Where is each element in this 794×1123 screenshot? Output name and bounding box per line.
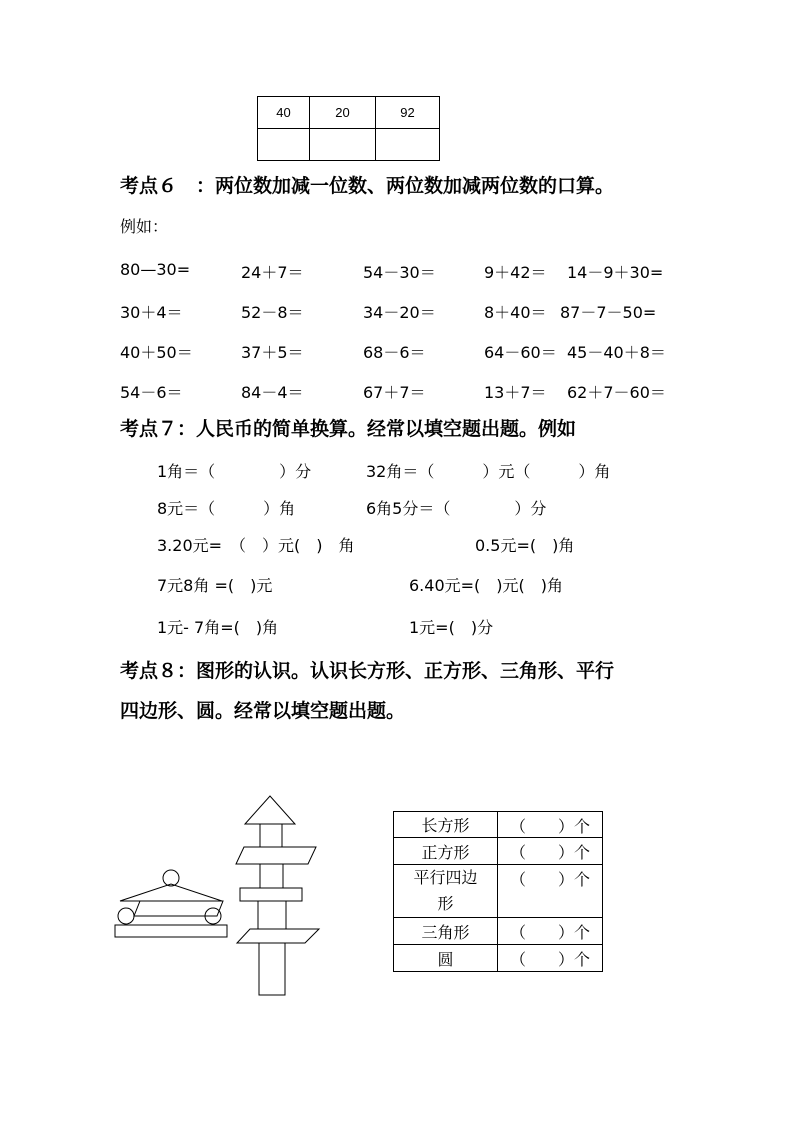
table-row: [394, 945, 603, 972]
exchange-item: 1元- 7角=( )角: [157, 618, 279, 637]
section6-heading: 考点６ ：两位数加减一位数、两位数加减两位数的口算。: [120, 175, 615, 197]
shape-answer-blank[interactable]: （ ）个: [498, 838, 603, 865]
tower-parallelogram-1: [236, 847, 316, 864]
calc-item: 54－6＝: [120, 383, 183, 402]
table-row: [394, 812, 603, 838]
calc-item: 45－40＋8＝: [567, 343, 666, 362]
shape-label: 三角形: [394, 918, 498, 945]
section8-heading-line1: 考点８：图形的认识。认识长方形、正方形、三角形、平行: [120, 660, 615, 682]
calc-item: 67＋7＝: [363, 383, 426, 402]
cart-base-rectangle: [115, 925, 227, 937]
calc-item: 40＋50＝: [120, 343, 193, 362]
table-cell: [258, 129, 310, 161]
exchange-item: 0.5元=( )角: [475, 536, 575, 555]
table-cell: [376, 129, 440, 161]
tower-square-1: [260, 824, 282, 847]
exchange-item: 7元8角 =( )元: [157, 576, 273, 595]
exchange-item: 3.20元= （ ）元( ) 角: [157, 536, 355, 555]
tower-rectangle-1: [240, 888, 302, 901]
table-cell: [310, 129, 376, 161]
exchange-item: 1元=( )分: [409, 618, 494, 637]
calc-item: 30＋4＝: [120, 303, 183, 322]
exchange-item: 6角5分＝（ ）分: [366, 499, 547, 518]
table-cell: 40: [258, 97, 310, 129]
calc-item: 24＋7＝: [241, 263, 304, 282]
shape-answer-blank[interactable]: （ ）个: [498, 918, 603, 945]
shape-label: 长方形: [394, 812, 498, 838]
section8-heading-line2: 四边形、圆。经常以填空题出题。: [120, 700, 406, 722]
tower-parallelogram-2: [237, 929, 319, 943]
shape-answer-blank[interactable]: （ ）个: [498, 865, 603, 918]
section7-heading: 考点７：人民币的简单换算。经常以填空题出题。例如: [120, 418, 577, 440]
top-number-table: [257, 96, 440, 161]
table-row: [394, 865, 603, 918]
cart-left-circle: [118, 908, 134, 924]
table-cell: 20: [310, 97, 376, 129]
calc-item: 14－9＋30=: [567, 263, 664, 282]
table-row: [394, 918, 603, 945]
calc-item: 37＋5＝: [241, 343, 304, 362]
shape-answer-blank[interactable]: （ ）个: [498, 945, 603, 972]
tower-square-3: [258, 901, 286, 929]
calc-item: 87－7－50=: [560, 303, 657, 322]
shape-label: 圆: [394, 945, 498, 972]
exchange-item: 8元＝（ ）角: [157, 499, 296, 518]
shape-label: 正方形: [394, 838, 498, 865]
shapes-illustration: [100, 780, 340, 1010]
calc-item: 62＋7－60＝: [567, 383, 666, 402]
tower-pillar-rectangle: [259, 943, 285, 995]
calc-item: 54－30＝: [363, 263, 436, 282]
exchange-item: 6.40元=( )元( )角: [409, 576, 564, 595]
table-row: [258, 129, 440, 161]
calc-item: 52－8＝: [241, 303, 304, 322]
calc-item: 84－4＝: [241, 383, 304, 402]
table-row: [258, 97, 440, 129]
exchange-item: 1角＝（ ）分: [157, 462, 312, 481]
cart-triangle: [120, 884, 222, 901]
shape-count-table: [393, 811, 603, 972]
calc-item: 64－60＝: [484, 343, 557, 362]
calc-item: 80—30=: [120, 260, 191, 279]
calc-item: 8＋40＝: [484, 303, 547, 322]
calc-item: 9＋42＝: [484, 263, 547, 282]
calc-item: 13＋7＝: [484, 383, 547, 402]
tower-top-triangle: [245, 796, 295, 824]
shape-label: 平行四边 形: [394, 865, 498, 918]
exchange-item: 32角＝（ ）元（ ）角: [366, 462, 611, 481]
table-row: [394, 838, 603, 865]
tower-square-2: [260, 864, 283, 888]
calc-item: 68－6＝: [363, 343, 426, 362]
calc-item: 34－20＝: [363, 303, 436, 322]
shape-answer-blank[interactable]: （ ）个: [498, 812, 603, 838]
table-cell: 92: [376, 97, 440, 129]
section6-example-label: 例如：: [120, 217, 169, 236]
